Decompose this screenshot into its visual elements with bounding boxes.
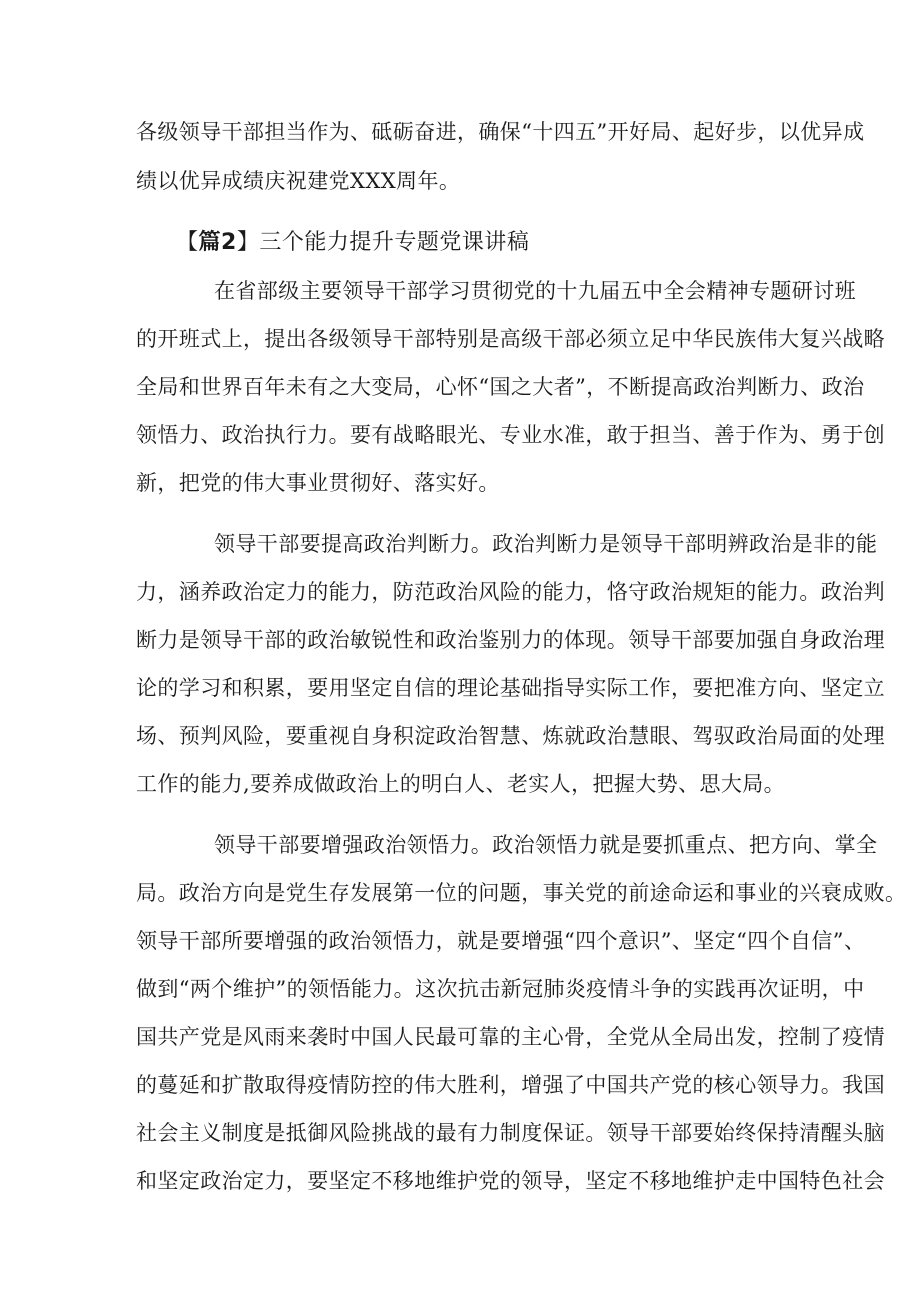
paragraph-1-line-2: 的开班式上，提出各级领导干部特别是高级干部必须立足中华民族伟大复兴战略 xyxy=(136,327,885,351)
paragraph-3-line-8: 和坚定政治定力，要坚定不移地维护党的领导，坚定不移地维护走中国特色社会 xyxy=(136,1169,885,1193)
paragraph-3-line-1: 领导干部要增强政治领悟力。政治领悟力就是要抓重点、把方向、掌全 xyxy=(214,833,878,857)
heading-bracket-close: 】 xyxy=(236,230,260,255)
paragraph-1-line-1: 在省部级主要领导干部学习贯彻党的十九届五中全会精神专题研讨班 xyxy=(214,279,856,303)
paragraph-2-line-5: 场、预判风险，要重视自身积淀政治智慧、炼就政治慧眼、驾驭政治局面的处理 xyxy=(136,724,885,748)
paragraph-2-line-6: 工作的能力,要养成做政治上的明白人、老实人，把握大势、思大局。 xyxy=(136,772,786,796)
intro-line-2: 绩以优异成绩庆祝建党XXX周年。 xyxy=(136,169,461,193)
paragraph-3-line-4: 做到“两个维护”的领悟能力。这次抗击新冠肺炎疫情斗争的实践再次证明，中 xyxy=(136,977,865,1001)
paragraph-1-line-5: 新，把党的伟大事业贯彻好、落实好。 xyxy=(136,471,500,495)
paragraph-2-line-3: 断力是领导干部的政治敏锐性和政治鉴别力的体现。领导干部要加强自身政治理 xyxy=(136,628,885,652)
paragraph-1-line-3: 全局和世界百年未有之大变局，心怀“国之大者”，不断提高政治判断力、政治 xyxy=(136,375,865,399)
intro-line-1: 各级领导干部担当作为、砥砺奋进，确保“十四五”开好局、起好步，以优异成 xyxy=(136,120,865,144)
paragraph-1-line-4: 领悟力、政治执行力。要有战略眼光、专业水准，敢于担当、善于作为、勇于创 xyxy=(136,423,885,447)
section-heading xyxy=(176,228,529,258)
paragraph-3-line-3: 领导干部所要增强的政治领悟力，就是要增强“四个意识”、坚定“四个自信”、 xyxy=(136,929,866,953)
paragraph-3-line-6: 的蔓延和扩散取得疫情防控的伟大胜利，增强了中国共产党的核心领导力。我国 xyxy=(136,1073,885,1097)
heading-number: 篇2 xyxy=(198,230,237,255)
paragraph-3-line-5: 国共产党是风雨来袭时中国人民最可靠的主心骨，全党从全局出发，控制了疫情 xyxy=(136,1025,885,1049)
paragraph-2-line-1: 领导干部要提高政治判断力。政治判断力是领导干部明辨政治是非的能 xyxy=(214,532,878,556)
heading-title: 三个能力提升专题党课讲稿 xyxy=(259,230,530,255)
paragraph-2-line-2: 力，涵养政治定力的能力，防范政治风险的能力，恪守政治规矩的能力。政治判 xyxy=(136,580,885,604)
paragraph-3-line-2: 局。政治方向是党生存发展第一位的问题，事关党的前途命运和事业的兴衰成败。 xyxy=(136,881,907,905)
paragraph-2-line-4: 论的学习和积累，要用坚定自信的理论基础指导实际工作，要把准方向、坚定立 xyxy=(136,676,885,700)
heading-bracket-open: 【 xyxy=(176,230,199,255)
paragraph-3-line-7: 社会主义制度是抵御风险挑战的最有力制度保证。领导干部要始终保持清醒头脑 xyxy=(136,1121,885,1145)
